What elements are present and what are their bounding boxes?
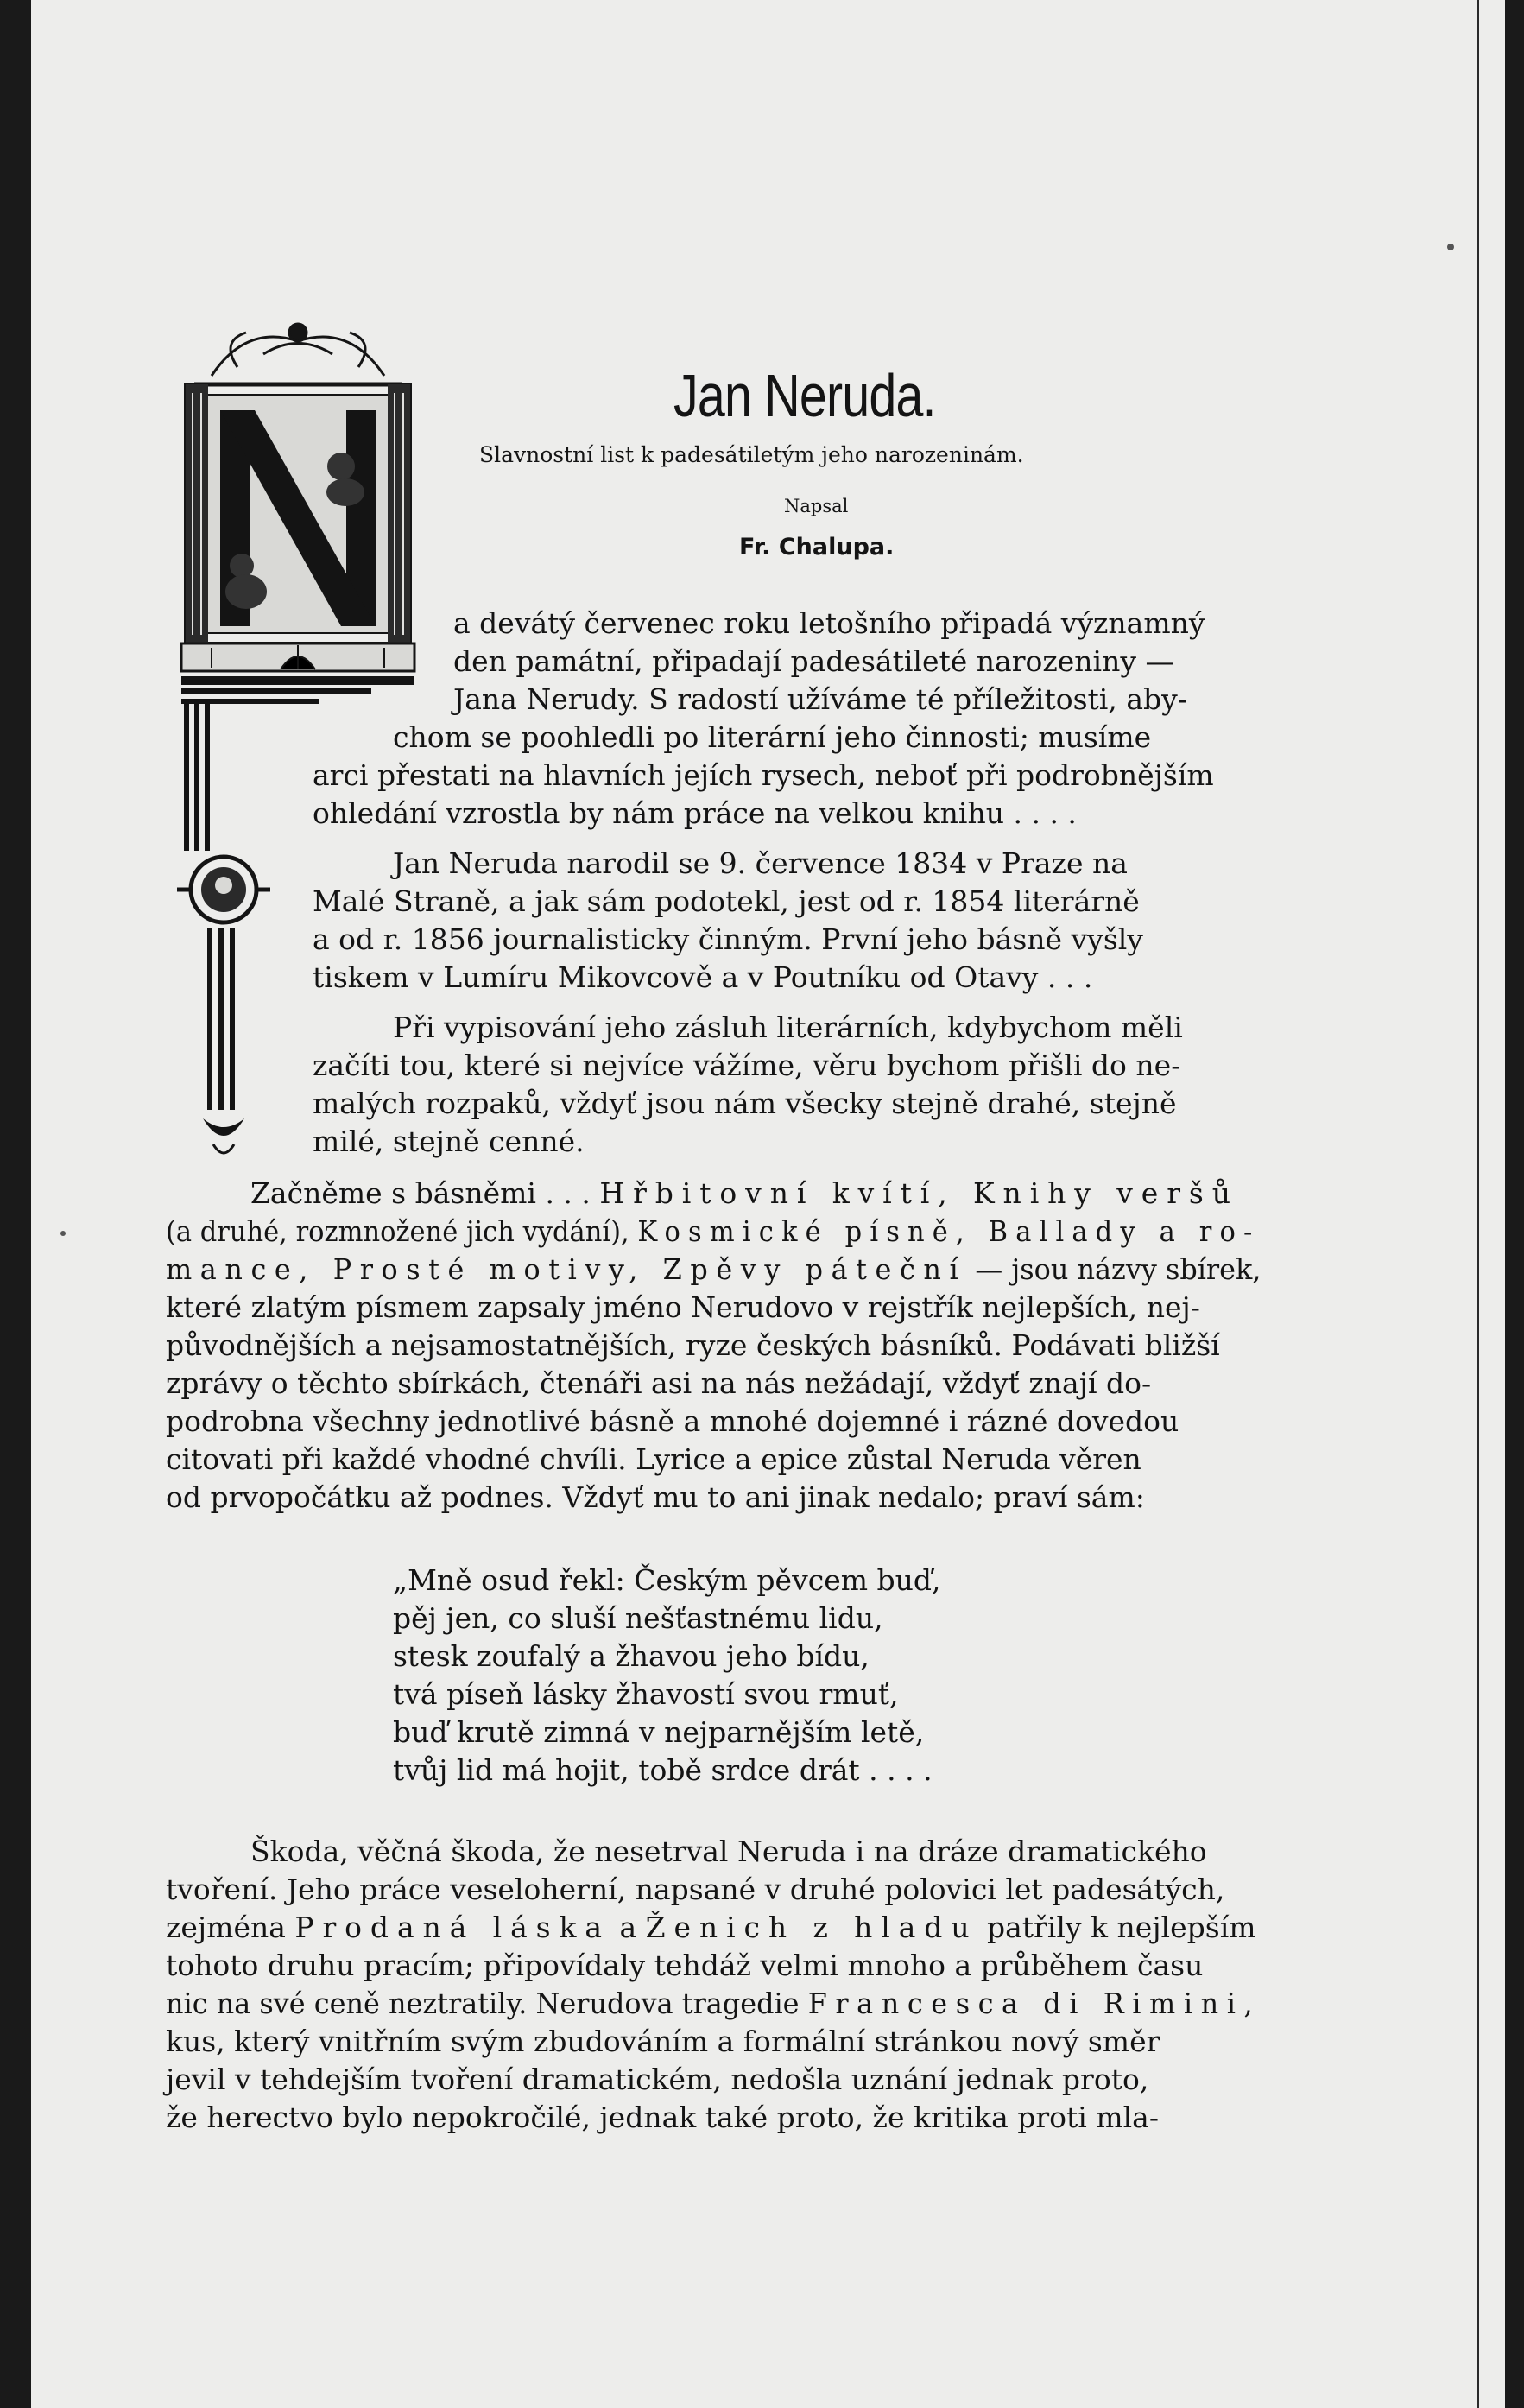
text-span: nic na své ceně neztratily. Nerudova tragedie — [166, 1987, 808, 2020]
spaced-title: Prodaná láska — [294, 1911, 610, 1944]
text-line: milé, stejně cenné. — [313, 1125, 585, 1158]
text-line: tiskem v Lumíru Mikovcově a v Poutníku od Otavy . . . — [313, 960, 1093, 994]
text-line: začíti tou, které si nejvíce vážíme, věru bychom přišli do ne- — [313, 1049, 1181, 1082]
text-line: a devátý červenec roku letošního připadá významný — [453, 606, 1205, 640]
text-line: Škoda, věčná škoda, že nesetrval Neruda i na dráze dramatického — [250, 1835, 1207, 1868]
poem-line: tvůj lid má hojit, tobě srdce drát . . . . — [393, 1753, 933, 1787]
author: Fr. Chalupa. — [739, 534, 895, 561]
text-line: Malé Straně, a jak sám podotekl, jest od r. 1854 literárně — [313, 884, 1140, 918]
text-line — [250, 1175, 1239, 1213]
text-line: citovati při každé vhodné chvíli. Lyrice a epice zůstal Neruda věren — [166, 1442, 1141, 1476]
speck — [1447, 244, 1454, 250]
spaced-title: Kosmické písně, Ballady a ro- — [637, 1214, 1261, 1248]
page-title: Jan Neruda. — [673, 362, 936, 429]
text-line: jevil v tehdejším tvoření dramatickém, nedošla uznání jednak proto, — [166, 2063, 1149, 2096]
poem-line: „Mně osud řekl: Českým pěvcem buď, — [393, 1563, 941, 1597]
text-line: arci přestati na hlavních jejích rysech, neboť při podrobnějším — [313, 758, 1214, 792]
text-line: malých rozpaků, vždyť jsou nám všecky stejně drahé, stejně — [313, 1087, 1177, 1120]
spaced-title: mance, Prosté motivy, Zpěvy páteční — [166, 1252, 967, 1286]
text-span: zejména — [166, 1911, 295, 1944]
text-line: Při vypisování jeho zásluh literárních, kdybychom měli — [393, 1011, 1183, 1044]
text-line: podrobna všechny jednotlivé básně a mnohé dojemné i rázné dovedou — [166, 1404, 1179, 1438]
poem-line: stesk zoufalý a žhavou jeho bídu, — [393, 1639, 870, 1673]
text-span: Začněme s básněmi . . . — [250, 1176, 600, 1210]
text-line: ohledání vzrostla by nám práce na velkou knihu . . . . — [313, 796, 1077, 830]
poem-line: buď krutě zimná v nejparnějším letě, — [393, 1715, 925, 1749]
subtitle: Slavnostní list k padesátiletým jeho narozeninám. — [479, 442, 1024, 467]
crest-ornament — [194, 324, 402, 384]
text-span: patřily k nejlepším — [977, 1911, 1256, 1944]
text-line: Jan Neruda narodil se 9. července 1834 v Praze na — [393, 846, 1128, 880]
speck — [60, 1231, 66, 1236]
poem-line: tvá píseň lásky žhavostí svou rmuť, — [393, 1677, 899, 1711]
page-edge-left — [0, 0, 31, 2408]
poem-line: pěj jen, co sluší nešťastnému lidu, — [393, 1601, 883, 1635]
text-line — [166, 1909, 1256, 1947]
text-line: tvoření. Jeho práce veseloherní, napsané v druhé polovici let padesátých, — [166, 1873, 1225, 1906]
finial-ornament — [203, 1118, 244, 1136]
text-span: — jsou názvy sbírek, — [966, 1252, 1262, 1286]
text-line: původnějších a nejsamostatnějších, ryze českých básníků. Podávati bližší — [166, 1328, 1220, 1362]
text-line — [166, 1985, 1261, 2023]
text-line: že herectvo bylo nepokročilé, jednak také proto, že kritika proti mla- — [166, 2101, 1160, 2134]
spaced-title: Hřbitovní kvítí, Knihy veršů — [599, 1176, 1239, 1210]
byline-label: Napsal — [784, 496, 849, 516]
text-line: od prvopočátku až podnes. Vždyť mu to ani jinak nedalo; praví sám: — [166, 1480, 1145, 1514]
text-line: kus, který vnitřním svým zbudováním a formální stránkou nový směr — [166, 2025, 1160, 2058]
spaced-title: Ženich z hladu — [645, 1911, 978, 1944]
text-line: zprávy o těchto sbírkách, čtenáři asi na nás nežádají, vždyť znají do- — [166, 1366, 1152, 1400]
text-line: den památní, připadají padesátileté narozeniny — — [453, 644, 1174, 678]
text-line: chom se poohledli po literární jeho činnosti; musíme — [393, 720, 1152, 754]
text-line — [166, 1251, 1261, 1289]
text-line: které zlatým písmem zapsaly jméno Nerudovo v rejstřík nejlepších, nej- — [166, 1290, 1200, 1324]
page-edge-right — [1505, 0, 1524, 2408]
medallion-ornament — [177, 857, 270, 922]
text-line: Jana Nerudy. S radostí užíváme té příležitosti, aby- — [453, 682, 1187, 716]
spaced-title: Francesca di Rimini, — [807, 1987, 1262, 2020]
text-span: a — [610, 1911, 646, 1944]
page-edge-right-line — [1477, 0, 1479, 2408]
text-span: (a druhé, rozmnožené jich vydání), — [166, 1214, 638, 1248]
text-line: a od r. 1856 journalisticky činným. První jeho básně vyšly — [313, 922, 1143, 956]
text-line: tohoto druhu pracím; připovídaly tehdáž velmi mnoho a průběhem času — [166, 1949, 1204, 1982]
text-line — [166, 1213, 1260, 1251]
